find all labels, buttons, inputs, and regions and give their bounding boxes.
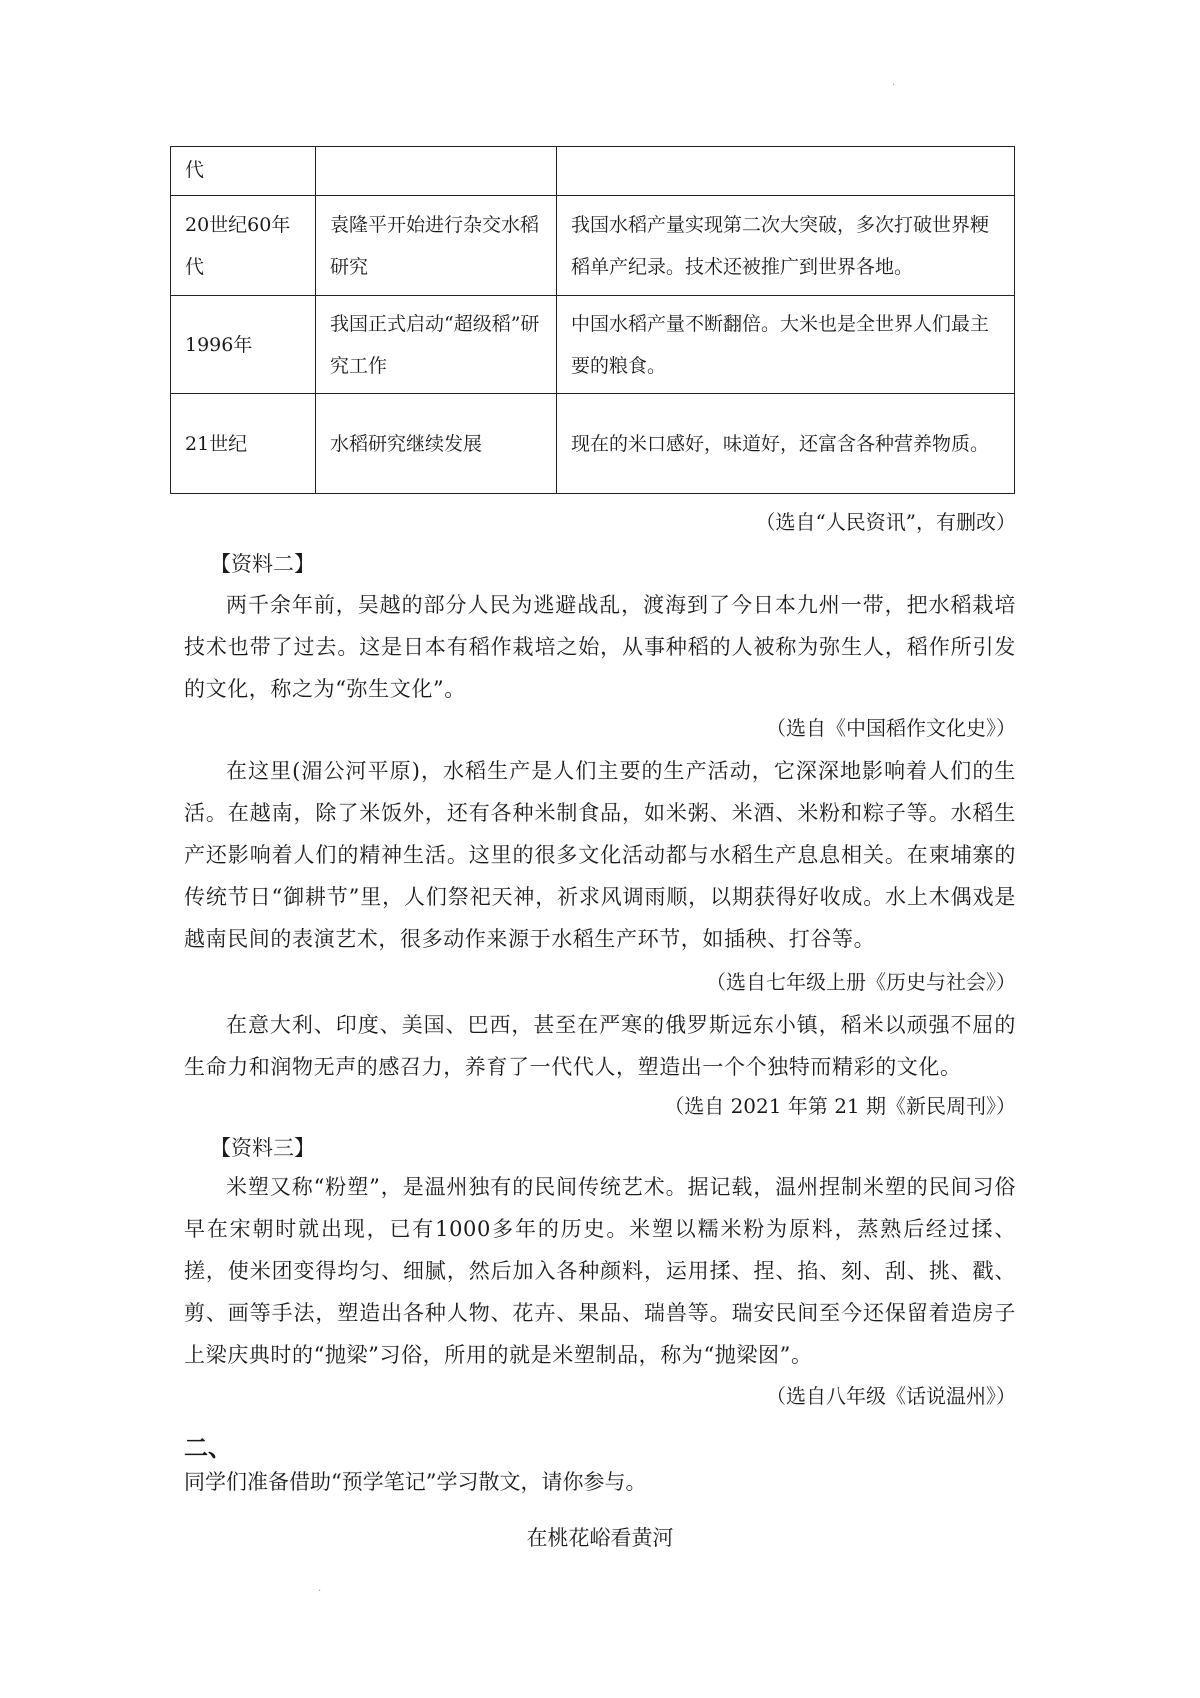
table-cell-result: 我国水稻产量实现第二次大突破，多次打破世界粳稻单产纪录。技术还被推广到世界各地。 — [557, 196, 1015, 296]
table-source: （选自“人民资讯”，有删改） — [755, 510, 1016, 534]
table-cell-period: 1996年 — [171, 296, 316, 394]
table-row — [171, 394, 1015, 494]
material2-source: （选自 2021 年第 21 期《新民周刊》） — [664, 1094, 1016, 1118]
table-row — [171, 296, 1015, 394]
table-cell-event: 我国正式启动“超级稻”研究工作 — [316, 296, 557, 394]
scan-dot: · — [318, 1586, 322, 1597]
section-intro: 同学们准备借助“预学笔记”学习散文，请你参与。 — [184, 1470, 647, 1494]
material2-paragraph: 在这里(湄公河平原)，水稻生产是人们主要的生产活动，它深深地影响着人们的生活。在越南，除了米饭外，还有各种米制食品，如米粥、米酒、米粉和粽子等。水稻生产还影响着人们的精神生活。这里的很多文化活动都与水稻生产息息相关。在柬埔寨的传统节日“御耕节”里，人们祭祀天神，祈求风调雨顺，以期获得好收成。水上木偶戏是越南民间的表演艺术，很多动作来源于水稻生产环节，如插秧、打谷等。 — [184, 759, 1016, 951]
table-cell-result: 中国水稻产量不断翻倍。大米也是全世界人们最主要的粮食。 — [557, 296, 1015, 394]
table-cell-event: 水稻研究继续发展 — [316, 394, 557, 494]
table-cell-event: 袁隆平开始进行杂交水稻研究 — [316, 196, 557, 296]
material2-paragraph: 两千余年前，吴越的部分人民为逃避战乱，渡海到了今日本九州一带，把水稻栽培技术也带了过去。这是日本有稻作栽培之始，从事种稻的人被称为弥生人，稻作所引发的文化，称之为“弥生文化”。 — [184, 593, 1016, 701]
table-row — [171, 147, 1015, 196]
material2-paragraph: 在意大利、印度、美国、巴西，甚至在严寒的俄罗斯远东小镇，稻米以顽强不屈的生命力和润物无声的感召力，养育了一代代人，塑造出一个个独特而精彩的文化。 — [184, 1013, 1016, 1079]
section-number: 二、 — [184, 1433, 232, 1462]
table-cell-period: 21世纪 — [171, 394, 316, 494]
material2-heading: 【资料二】 — [210, 552, 315, 576]
essay-title: 在桃花峪看黄河 — [526, 1526, 674, 1550]
table-row — [171, 196, 1015, 296]
scan-dot: · — [892, 80, 896, 91]
table-cell-period: 20世纪60年代 — [171, 196, 316, 296]
material3-paragraph: 米塑又称“粉塑”，是温州独有的民间传统艺术。据记载，温州捏制米塑的民间习俗早在宋朝时就出现，已有1000多年的历史。米塑以糯米粉为原料，蒸熟后经过揉、搓，使米团变得均匀、细腻，然后加入各种颜料，运用揉、捏、掐、刻、刮、挑、戳、剪、画等手法，塑造出各种人物、花卉、果品、瑞兽等。瑞安民间至今还保留着造房子上梁庆典时的“抛梁”习俗，所用的就是米塑制品，称为“抛梁囡”。 — [184, 1175, 1016, 1367]
rice-history-table — [170, 146, 1015, 494]
material2-source: （选自《中国稻作文化史》） — [766, 716, 1016, 740]
material3-heading: 【资料三】 — [210, 1136, 315, 1160]
table-cell-result: 现在的米口感好，味道好，还富含各种营养物质。 — [557, 394, 1015, 494]
table-cell-period: 代 — [171, 147, 316, 196]
table-cell-result — [557, 147, 1015, 196]
material3-source: （选自八年级《话说温州》） — [766, 1384, 1016, 1408]
material2-source: （选自七年级上册《历史与社会》） — [706, 970, 1016, 994]
table-cell-event — [316, 147, 557, 196]
